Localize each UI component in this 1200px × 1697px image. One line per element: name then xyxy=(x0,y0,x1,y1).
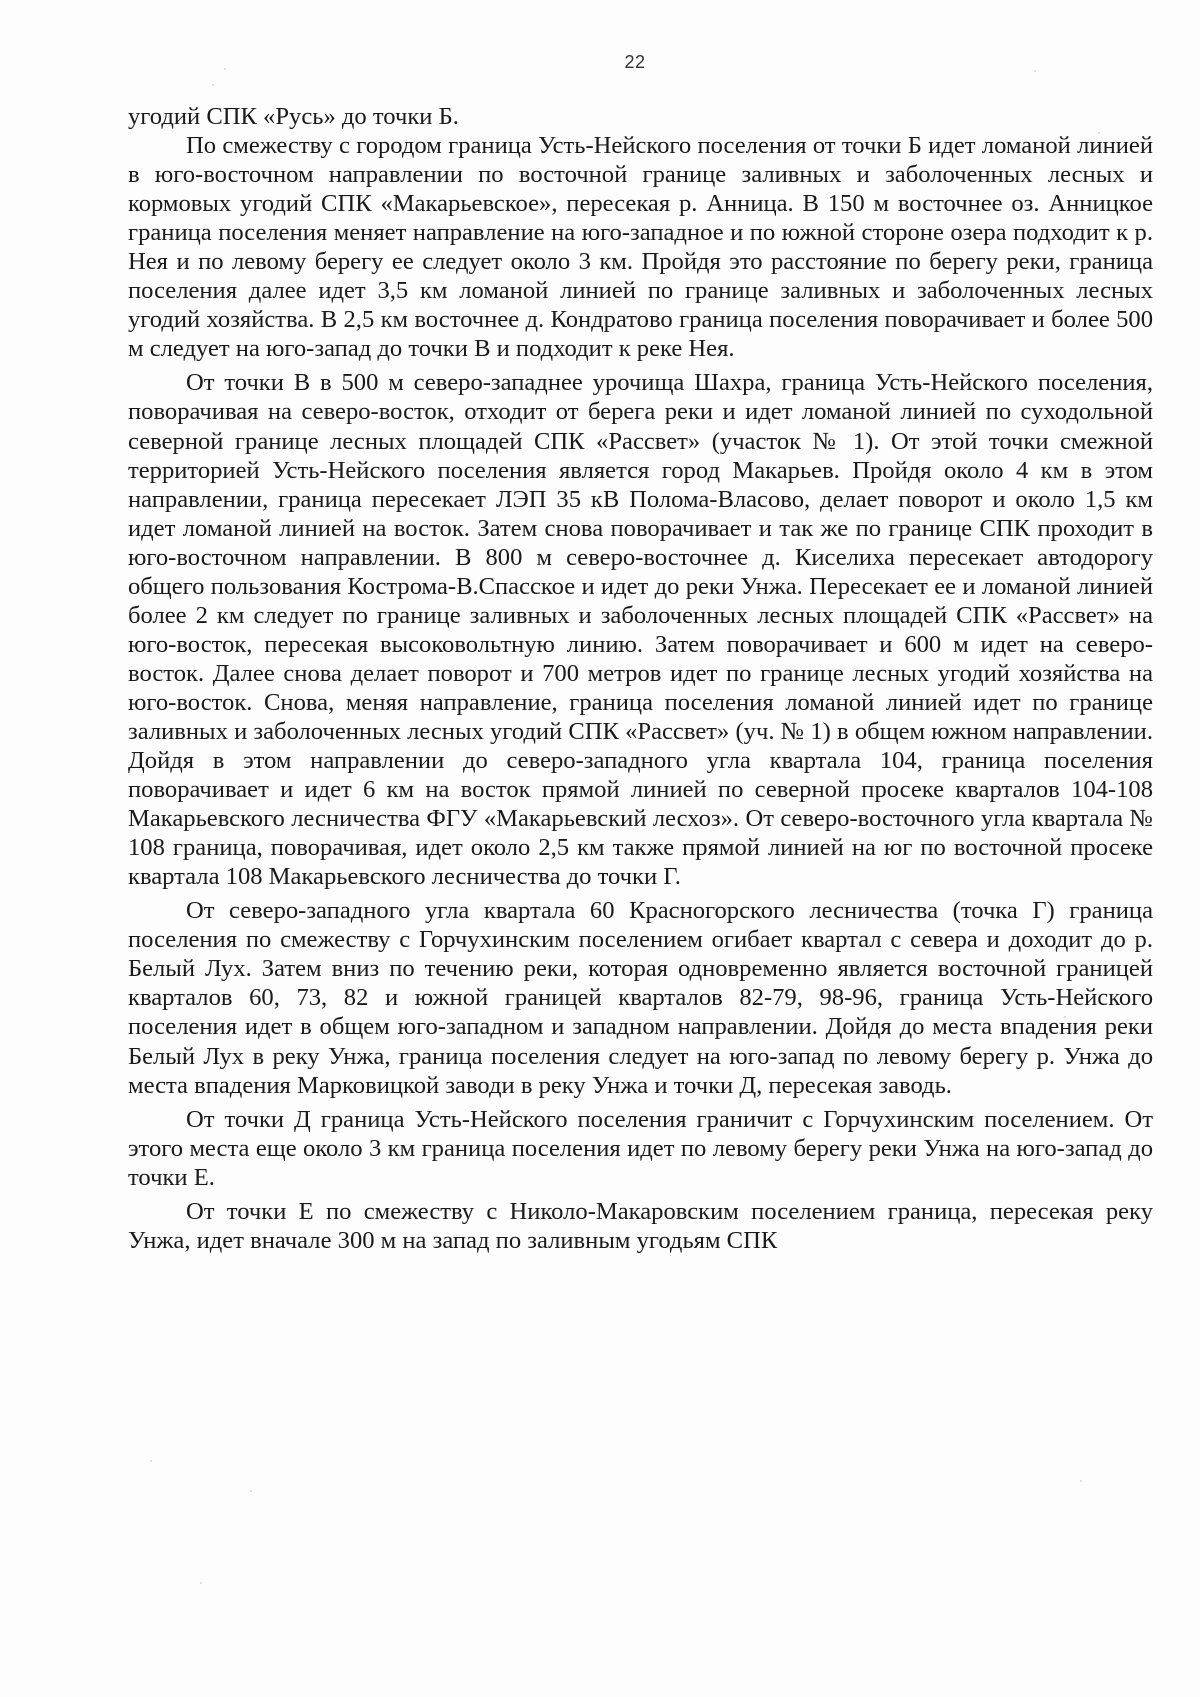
paragraph-boundary-to-point-e: От точки Д граница Усть-Нейского поселения граничит с Горчухинским поселением. От этого места еще около 3 км граница поселения идет по левому берегу реки Унжа на юго-запад до точки Е. xyxy=(128,1105,1153,1191)
paragraph-boundary-to-point-g: От точки В в 500 м северо-западнее урочища Шахра, граница Усть-Нейского поселения, поворачивая на северо-восток, отходит от берега реки и идет ломаной линией по суходольной северной границе лесных площадей СПК «Рассвет» (участок № 1). От этой точки смежной территорией Усть-Нейского поселения является город Макарьев. Пройдя около 4 км в этом направлении, граница пересекает ЛЭП 35 кВ Полома-Власово, делает поворот и около 1,5 км идет ломаной линией на восток. Затем снова поворачивает и так же по границе СПК проходит в юго-восточном направлении. В 800 м северо-восточнее д. Киселиха пересекает автодорогу общего пользования Кострома-В.Спасское и идет до реки Унжа. Пересекает ее и ломаной линией более 2 км следует по границе заливных и заболоченных лесных площадей СПК «Рассвет» на юго-восток, пересекая высоковольтную линию. Затем поворачивает и 600 м идет на северо-восток. Далее снова делает поворот и 700 метров идет по границе лесных угодий хозяйства на юго-восток. Снова, меняя направление, граница поселения ломаной линией идет по границе заливных и заболоченных лесных угодий СПК «Рассвет» (уч. № 1) в общем южном направлении. Дойдя в этом направлении до северо-западного угла квартала 104, граница поселения поворачивает и идет 6 км на восток прямой линией по северной просеке кварталов 104-108 Макарьевского лесничества ФГУ «Макарьевский лесхоз». От северо-восточного угла квартала № 108 граница, поворачивая, идет около 2,5 км также прямой линией на юг по восточной просеке квартала 108 Макарьевского лесничества до точки Г. xyxy=(128,369,1153,891)
paragraph-boundary-to-point-d: От северо-западного угла квартала 60 Красногорского лесничества (точка Г) граница поселения по смежеству с Горчухинским поселением огибает квартал с севера и доходит до р. Белый Лух. Затем вниз по течению реки, которая одновременно является восточной границей кварталов 60, 73, 82 и южной границей кварталов 82-79, 98-96, граница Усть-Нейского поселения идет в общем юго-западном и западном направлении. Дойдя до места впадения реки Белый Лух в реку Унжа, граница поселения следует на юго-запад по левому берегу р. Унжа до места впадения Марковицкой заводи в реку Унжа и точки Д, пересекая заводь. xyxy=(128,897,1153,1099)
scan-speck xyxy=(200,1582,202,1584)
paragraph-continuation: угодий СПК «Русь» до точки Б. xyxy=(128,103,459,130)
scan-speck xyxy=(150,1460,152,1462)
page-number: 22 xyxy=(624,52,646,72)
paragraph-boundary-from-point-e: От точки Е по смежеству с Николо-Макаровским поселением граница, пересекая реку Унжа, идет вначале 300 м на запад по заливным угодьям СПК xyxy=(128,1197,1153,1254)
paragraph-boundary-to-point-v: По смежеству с городом граница Усть-Нейского поселения от точки Б идет ломаной линией в юго-восточном направлении по восточной границе заливных и заболоченных лесных и кормовых угодий СПК «Макарьевское», пересекая р. Анница. В 150 м восточнее оз. Анницкое граница поселения меняет направление на юго-западное и по южной стороне озера подходит к р. Нея и по левому берегу ее следует около 3 км. Пройдя это расстояние по берегу реки, граница поселения далее идет 3,5 км ломаной линией по границе заливных и заболоченных лесных угодий хозяйства. В 2,5 км восточнее д. Кондратово граница поселения поворачивает и более 500 м следует на юго-запад до точки В и подходит к реке Нея. xyxy=(128,132,1153,363)
scan-speck xyxy=(212,84,214,86)
document-body xyxy=(128,102,1153,1255)
scan-speck xyxy=(1080,1480,1082,1482)
scan-speck xyxy=(250,1490,252,1492)
